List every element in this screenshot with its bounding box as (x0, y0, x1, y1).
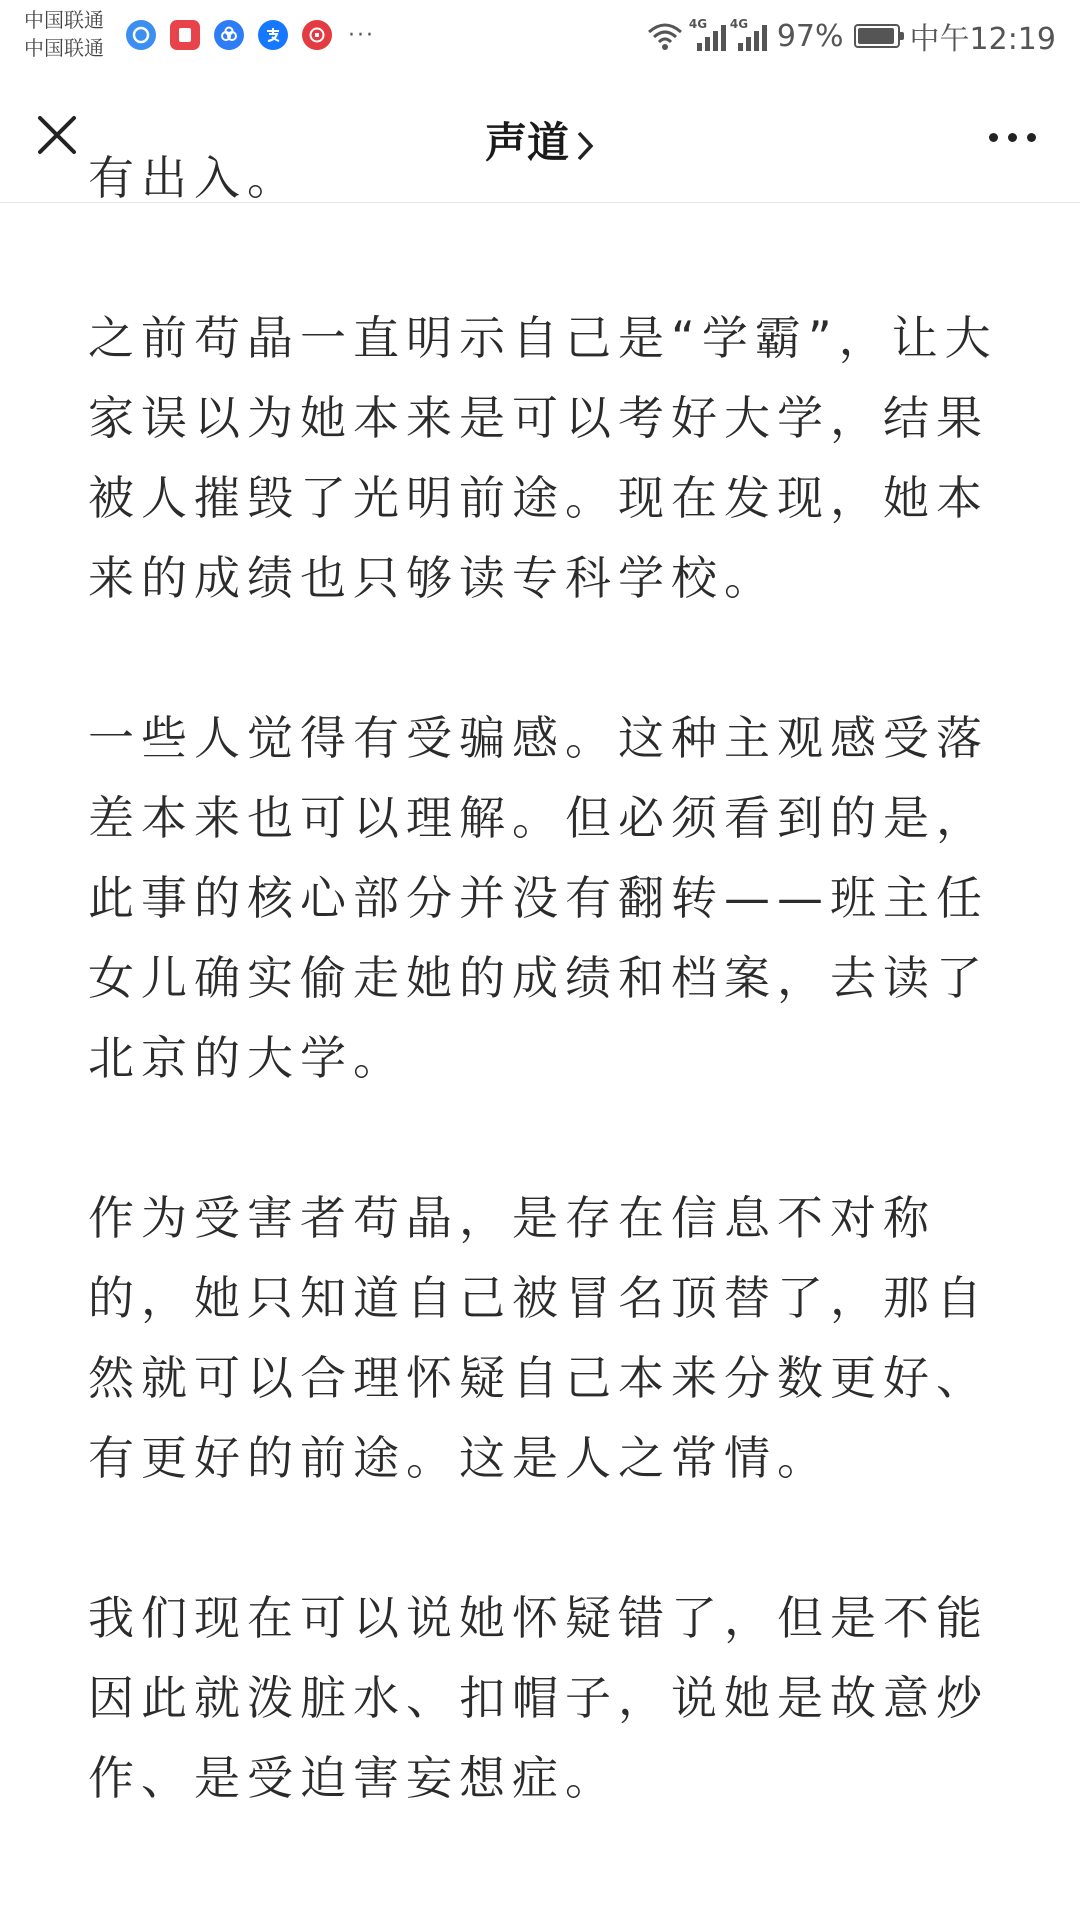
article-paragraph: 一些人觉得有受骗感。这种主观感受落差本来也可以理解。但必须看到的是，此事的核心部分并没有翻转——班主任女儿确实偷走她的成绩和档案，去读了北京的大学。 (88, 711, 989, 1085)
carrier-1: 中国联通 (24, 8, 104, 32)
notification-icons (126, 20, 375, 50)
carrier-labels (24, 6, 104, 62)
bank-icon (302, 20, 332, 50)
article-body[interactable] (0, 151, 1080, 1920)
battery-fill (858, 28, 895, 44)
signal-strength-1-icon (688, 17, 726, 51)
red-book-icon (170, 20, 200, 50)
baidu-netdisk-icon (214, 20, 244, 50)
wifi-icon (645, 20, 685, 52)
more-dot (1027, 133, 1036, 142)
status-bar (0, 0, 1080, 74)
clock: 中午12:19 (909, 22, 1056, 57)
article-content (88, 138, 998, 1898)
article-paragraph: 之前苟晶一直明示自己是“学霸”，让大家误以为她本来是可以考好大学，结果被人摧毁了光明前途。现在发现，她本来的成绩也只够读专科学校。 (88, 311, 998, 605)
more-notifications-icon: ··· (348, 22, 375, 48)
carrier-2: 中国联通 (24, 36, 104, 60)
alipay-icon (258, 20, 288, 50)
page-title: 声道 (484, 118, 569, 167)
article-paragraph: 作为受害者苟晶，是存在信息不对称的，她只知道自己被冒名顶替了，那自然就可以合理怀疑自己本来分数更好、有更好的前途。这是人之常情。 (88, 1191, 989, 1485)
more-dot (1008, 133, 1017, 142)
battery-percentage: 97% (776, 18, 844, 54)
qq-browser-icon (126, 20, 156, 50)
battery-icon (854, 24, 900, 48)
article-paragraph: 有出入。 (88, 151, 300, 205)
network-type-2: 4G (729, 17, 749, 31)
article-paragraph: 我们现在可以说她怀疑错了，但是不能因此就泼脏水、扣帽子，说她是故意炒作、是受迫害妄想症。 (88, 1591, 989, 1805)
signal-strength-2-icon (729, 17, 767, 51)
network-type-1: 4G (688, 17, 708, 31)
system-indicators (645, 14, 1056, 58)
